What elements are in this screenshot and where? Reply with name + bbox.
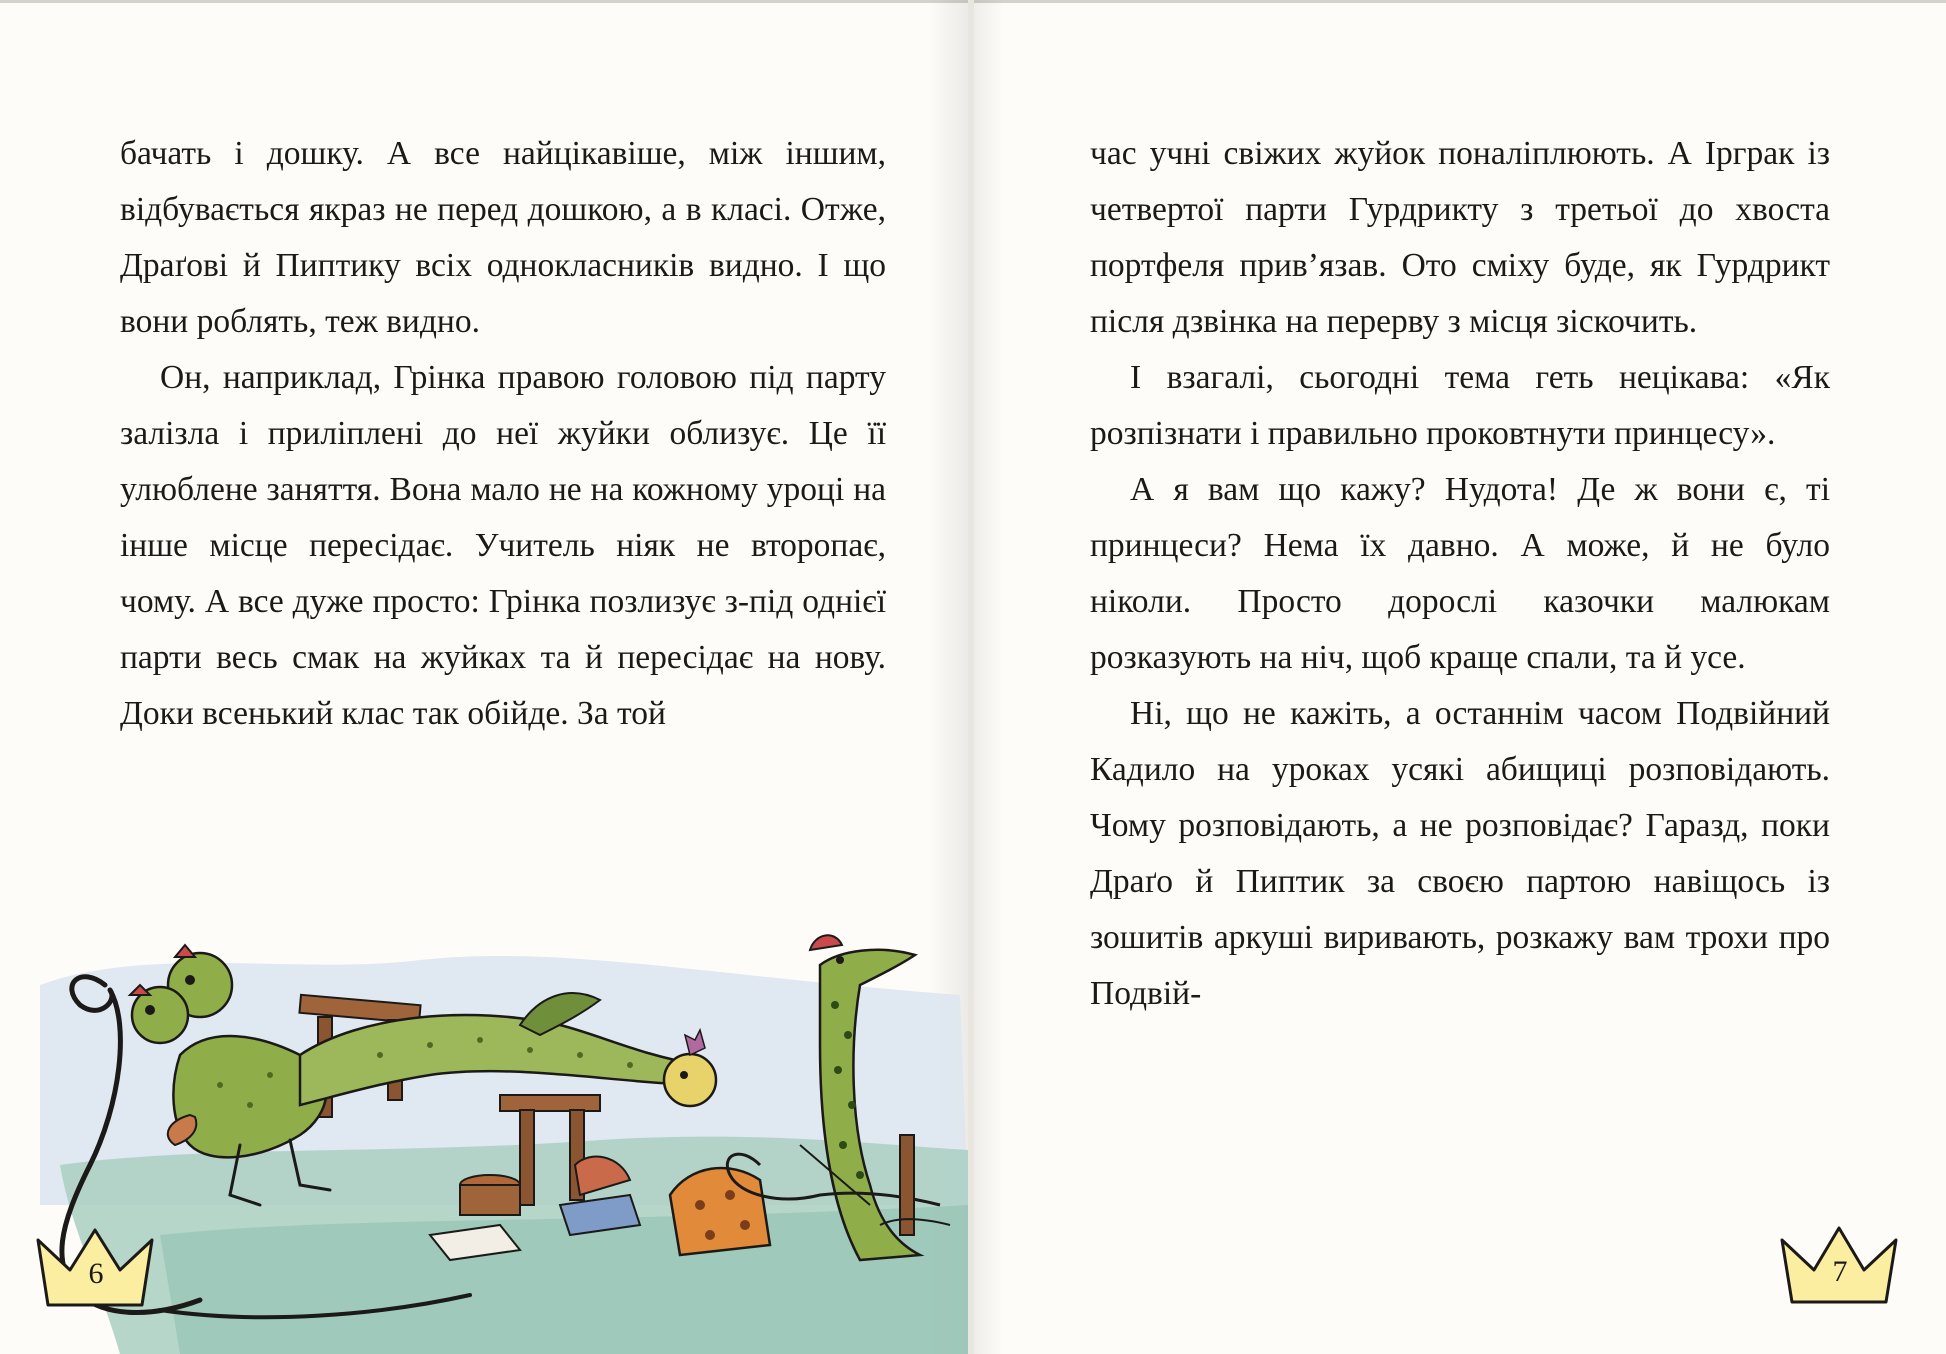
paragraph: бачать і дошку. А все найцікавіше, між іншим, відбувається якраз не перед дошкою, а в класі. Отже, Драґові й Пиптику всіх однокласників видно. І що вони роблять, теж видно.: [120, 135, 886, 340]
left-page-text: [120, 126, 886, 742]
page-top-edge: [974, 0, 1946, 3]
page-top-edge: [0, 0, 968, 3]
paragraph: Он, наприклад, Грінка правою головою під парту залізла і приліплені до неї жуйки облизує. Це її улюблене заняття. Вона мало не на кожному уроці на інше місце пересідає. Учитель ніяк не второпає, чому. А все дуже просто: Грінка позлизує з-під однієї парти весь смак на жуйках та й пересідає на нову. Доки всенький клас так обійде. За той: [120, 359, 886, 732]
gutter-shadow: [974, 0, 1004, 1354]
left-page: [0, 0, 968, 1354]
right-page: [974, 0, 1946, 1354]
paragraph: А я вам що кажу? Нудота! Де ж вони є, ті принцеси? Нема їх давно. А може, й не було ніколи. Просто дорослі казочки малюкам розказують на ніч, щоб краще спали, та й усе.: [1090, 471, 1830, 676]
paragraph: І взагалі, сьогодні тема геть нецікава: «Як розпізнати і правильно проковтнути принцесу».: [1090, 359, 1830, 452]
paragraph: Ні, що не кажіть, а останнім часом Подвійний Кадило на уроках усякі абищиці розповідають. Чому розповідають, а не розповідає? Гаразд, поки Драґо й Пиптик за своєю партою навіщось із зошитів аркуші виривають, розкажу вам трохи про Подвій-: [1090, 695, 1830, 1012]
page-number: 6: [88, 1257, 104, 1290]
page-number: 7: [1832, 1255, 1848, 1288]
paragraph: час учні свіжих жуйок поналіплюють. А Ірграк із четвертої парти Гурдрикту з третьої до хвоста портфеля прив’язав. Ото сміху буде, як Гурдрикт після дзвінка на перерву з місця зіскочить.: [1090, 135, 1830, 340]
right-page-text: [1090, 126, 1830, 1022]
